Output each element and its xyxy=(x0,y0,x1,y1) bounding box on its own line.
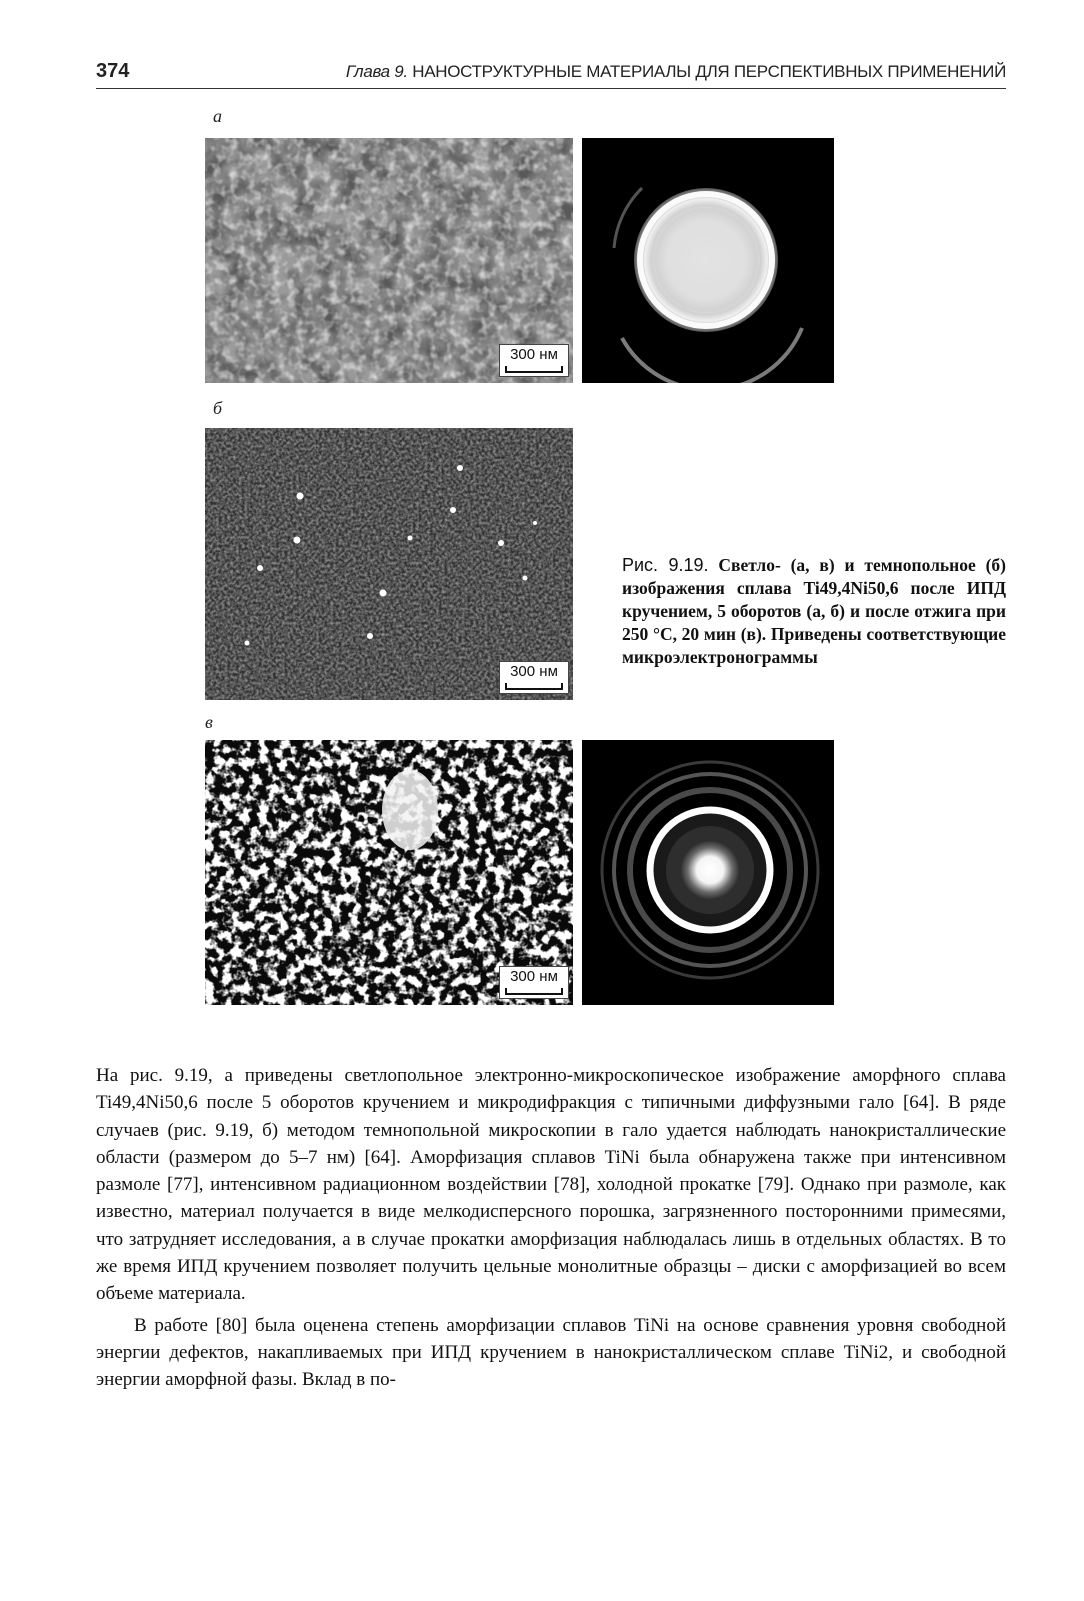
diffraction-pattern-a xyxy=(582,138,834,383)
panel-letter-c: в xyxy=(205,712,213,732)
caption-label: Рис. 9.19. xyxy=(622,555,709,575)
running-header xyxy=(96,58,1006,88)
paragraph-1: На рис. 9.19, а приведены светлопольное электронно-микроскопическое изображение аморфного сплава Ti49,4Ni50,6 после 5 оборотов кручением и микродифракция с типичными диффузными гало [64]. В ряде случаев (рис. 9.19, б) методом темнопольной микроскопии в гало удается наблюдать нанокристаллические области (размером до 5–7 нм) [64]. Аморфизация сплавов TiNi была обнаружена также при интенсивном размоле [77], интенсивном радиационном воздействии [78], холодной прокатке [79]. Однако при размоле, как известно, материал получается в виде мелкодисперсного порошка, загрязненного посторонними примесями, что затрудняет исследования, а в случае прокатки аморфизация наблюдалась лишь в отдельных областях. В то же время ИПД кручением позволяет получить цельные монолитные образцы – диски с аморфизацией во всем объеме материала. xyxy=(96,1065,1006,1305)
figure-caption xyxy=(622,554,1006,669)
scale-label-b: 300 нм xyxy=(510,663,558,680)
paragraph-2: В работе [80] была оценена степень аморфизации сплавов TiNi на основе сравнения уровня свободной энергии дефектов, накапливаемых при ИПД кручением в нанокристаллическом сплаве TiNi2, и свободной энергии аморфной фазы. Вклад в по- xyxy=(96,1314,1006,1391)
body-text xyxy=(96,1062,1006,1394)
panel-letter-a: а xyxy=(213,106,222,126)
page-number: 374 xyxy=(96,60,130,82)
header-rule xyxy=(96,88,1006,89)
scale-label-a: 300 нм xyxy=(510,346,558,363)
darkfield-micrograph-b xyxy=(205,428,573,700)
scale-bar-a xyxy=(499,344,569,377)
caption-text: Светло- (а, в) и темнопольное (б) изображения сплава Ti49,4Ni50,6 после ИПД кручением, 5 оборотов (а, б) и после отжига при 250 °С, 20 мин (в). Приведены соответствующие микроэлектронограммы xyxy=(622,555,1006,667)
diffraction-pattern-c xyxy=(582,740,834,1005)
brightfield-micrograph-a xyxy=(205,138,573,383)
scale-bar-c xyxy=(499,966,569,999)
scale-bar-b xyxy=(499,661,569,694)
running-head-title xyxy=(346,62,1006,82)
brightfield-micrograph-c xyxy=(205,740,573,1005)
chapter-label: Глава 9. xyxy=(345,62,408,81)
scale-label-c: 300 нм xyxy=(510,968,558,985)
panel-letter-b: б xyxy=(213,398,223,418)
chapter-title: НАНОСТРУКТУРНЫЕ МАТЕРИАЛЫ ДЛЯ ПЕРСПЕКТИВНЫХ ПРИМЕНЕНИЙ xyxy=(412,62,1006,81)
